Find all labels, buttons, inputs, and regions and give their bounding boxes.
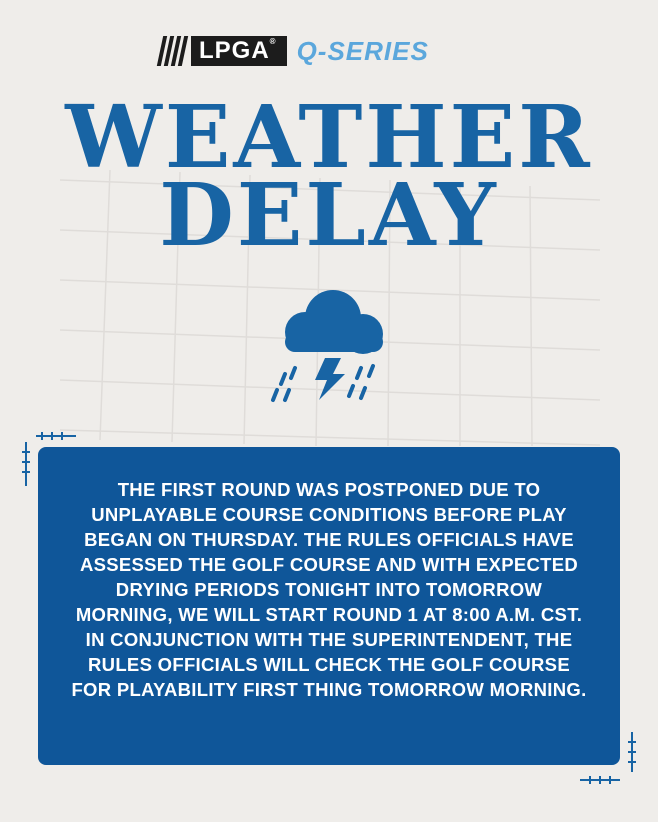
title-weather: WEATHER (65, 87, 593, 188)
lpga-qseries-logo (160, 36, 429, 66)
registered-mark: ® (269, 37, 277, 46)
announcement-text: THE FIRST ROUND WAS POSTPONED DUE TO UNPLAYABLE COURSE CONDITIONS BEFORE PLAY BEGAN ON THURSDAY. THE RULES OFFICIALS HAVE ASSESSED THE GOLF COURSE AND WITH EXPECTED DRYING PERIODS TONIGHT INTO TOMORROW MORNING, WE WILL START ROUND 1 AT 8:00 A.M. CST. IN CONJUNCTION WITH THE SUPERINTENDENT, THE RULES OFFICIALS WILL CHECK THE GOLF COURSE FOR PLAYABILITY FIRST THING TOMORROW MORNING. (71, 479, 587, 700)
corner-marks-bottom-right (576, 728, 642, 788)
logo-stripes (160, 36, 185, 66)
lpga-text: LPGA (199, 37, 270, 64)
lpga-wordmark (191, 36, 287, 66)
qseries-wordmark: Q-SERIES (296, 35, 429, 66)
storm-cloud-icon (265, 282, 395, 412)
announcement-box (38, 447, 620, 765)
title-delay: DELAY (159, 165, 499, 266)
